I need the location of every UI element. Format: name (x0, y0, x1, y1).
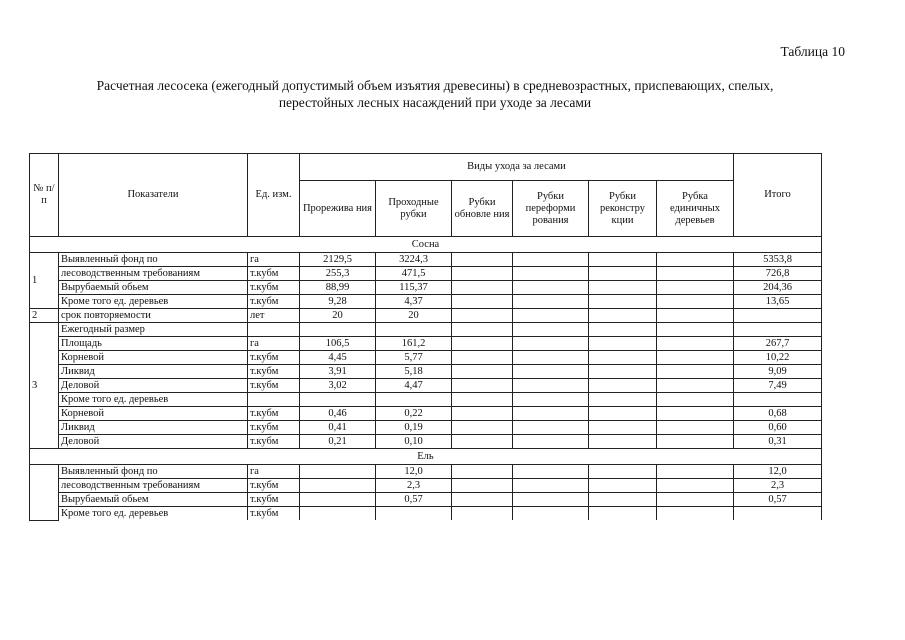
passing-cell: 5,77 (376, 351, 452, 365)
indicator-cell: Вырубаемый обьем (59, 281, 248, 295)
section-title-spruce: Ель (30, 449, 822, 465)
total-cell (734, 309, 822, 323)
reconstruction-cell (589, 507, 657, 521)
reconstruction-cell (589, 465, 657, 479)
table-row (30, 281, 822, 295)
table-row (30, 253, 822, 267)
reforming-cell (513, 493, 589, 507)
header-row-1 (30, 154, 822, 181)
unit-cell: т.кубм (248, 407, 300, 421)
total-cell: 2,3 (734, 479, 822, 493)
indicator-cell: Ежегодный размер (59, 323, 248, 337)
reconstruction-cell (589, 253, 657, 267)
single-tree-cell (657, 393, 734, 407)
document-title (20, 77, 850, 111)
unit-cell: т.кубм (248, 435, 300, 449)
unit-cell: т.кубм (248, 379, 300, 393)
passing-cell: 115,37 (376, 281, 452, 295)
reforming-cell (513, 337, 589, 351)
renewal-cell (452, 379, 513, 393)
passing-cell (376, 507, 452, 521)
thinning-cell (300, 493, 376, 507)
single-tree-cell (657, 479, 734, 493)
thinning-cell: 2129,5 (300, 253, 376, 267)
col-header-passing-cuts: Проходные рубки (376, 181, 452, 237)
thinning-cell (300, 323, 376, 337)
table-number: Таблица 10 (780, 44, 845, 59)
passing-cell (376, 323, 452, 337)
table-row (30, 493, 822, 507)
thinning-cell: 0,21 (300, 435, 376, 449)
renewal-cell (452, 465, 513, 479)
indicator-cell: Ликвид (59, 365, 248, 379)
total-cell: 726,8 (734, 267, 822, 281)
single-tree-cell (657, 309, 734, 323)
single-tree-cell (657, 421, 734, 435)
renewal-cell (452, 435, 513, 449)
col-header-indicator: Показатели (59, 154, 248, 237)
single-tree-cell (657, 435, 734, 449)
passing-cell (376, 393, 452, 407)
col-header-renewal-cuts: Рубки обновле ния (452, 181, 513, 237)
col-header-reforming-cuts: Рубки переформи рования (513, 181, 589, 237)
unit-cell: т.кубм (248, 281, 300, 295)
table-row (30, 407, 822, 421)
col-header-number: № п/п (30, 154, 59, 237)
reconstruction-cell (589, 281, 657, 295)
indicator-cell: лесоводственным требованиям (59, 479, 248, 493)
cutting-volume-table (29, 153, 822, 521)
thinning-cell (300, 507, 376, 521)
indicator-cell: лесоводственным требованиям (59, 267, 248, 281)
single-tree-cell (657, 379, 734, 393)
total-cell: 267,7 (734, 337, 822, 351)
unit-cell: га (248, 253, 300, 267)
thinning-cell (300, 393, 376, 407)
table-row (30, 323, 822, 337)
unit-cell (248, 323, 300, 337)
unit-cell (248, 393, 300, 407)
unit-cell: лет (248, 309, 300, 323)
unit-cell: т.кубм (248, 507, 300, 521)
total-cell (734, 393, 822, 407)
unit-cell: т.кубм (248, 267, 300, 281)
total-cell: 204,36 (734, 281, 822, 295)
passing-cell: 0,22 (376, 407, 452, 421)
unit-cell: га (248, 337, 300, 351)
col-header-care-types: Виды ухода за лесами (300, 154, 734, 181)
single-tree-cell (657, 267, 734, 281)
reconstruction-cell (589, 267, 657, 281)
thinning-cell: 9,28 (300, 295, 376, 309)
reconstruction-cell (589, 407, 657, 421)
thinning-cell: 20 (300, 309, 376, 323)
reforming-cell (513, 393, 589, 407)
total-cell: 10,22 (734, 351, 822, 365)
thinning-cell: 4,45 (300, 351, 376, 365)
col-header-thinning: Прорежива ния (300, 181, 376, 237)
col-header-total: Итого (734, 154, 822, 237)
total-cell: 0,60 (734, 421, 822, 435)
reforming-cell (513, 421, 589, 435)
reforming-cell (513, 407, 589, 421)
reconstruction-cell (589, 421, 657, 435)
reconstruction-cell (589, 435, 657, 449)
reforming-cell (513, 435, 589, 449)
passing-cell: 4,47 (376, 379, 452, 393)
thinning-cell: 0,41 (300, 421, 376, 435)
reconstruction-cell (589, 379, 657, 393)
reconstruction-cell (589, 479, 657, 493)
passing-cell: 20 (376, 309, 452, 323)
renewal-cell (452, 295, 513, 309)
reconstruction-cell (589, 351, 657, 365)
single-tree-cell (657, 365, 734, 379)
renewal-cell (452, 365, 513, 379)
renewal-cell (452, 267, 513, 281)
col-header-reconstruction-cuts: Рубки реконстру кции (589, 181, 657, 237)
indicator-cell: Площадь (59, 337, 248, 351)
passing-cell: 5,18 (376, 365, 452, 379)
table-row (30, 435, 822, 449)
reforming-cell (513, 465, 589, 479)
table-row (30, 337, 822, 351)
indicator-cell: Деловой (59, 435, 248, 449)
indicator-cell: Корневой (59, 351, 248, 365)
reconstruction-cell (589, 309, 657, 323)
renewal-cell (452, 281, 513, 295)
renewal-cell (452, 479, 513, 493)
total-cell: 9,09 (734, 365, 822, 379)
table-row (30, 479, 822, 493)
reforming-cell (513, 281, 589, 295)
col-header-unit: Ед. изм. (248, 154, 300, 237)
single-tree-cell (657, 493, 734, 507)
table-row (30, 267, 822, 281)
unit-cell: т.кубм (248, 351, 300, 365)
indicator-cell: Корневой (59, 407, 248, 421)
thinning-cell (300, 465, 376, 479)
single-tree-cell (657, 337, 734, 351)
single-tree-cell (657, 253, 734, 267)
total-cell: 0,57 (734, 493, 822, 507)
section-title-pine: Сосна (30, 237, 822, 253)
renewal-cell (452, 323, 513, 337)
single-tree-cell (657, 323, 734, 337)
indicator-cell: Кроме того ед. деревьев (59, 507, 248, 521)
reforming-cell (513, 365, 589, 379)
reforming-cell (513, 267, 589, 281)
group-number (30, 465, 59, 521)
thinning-cell: 3,02 (300, 379, 376, 393)
table-row (30, 379, 822, 393)
reconstruction-cell (589, 295, 657, 309)
total-cell: 5353,8 (734, 253, 822, 267)
unit-cell: т.кубм (248, 365, 300, 379)
table-row (30, 393, 822, 407)
unit-cell: га (248, 465, 300, 479)
total-cell: 12,0 (734, 465, 822, 479)
indicator-cell: Выявленный фонд по (59, 465, 248, 479)
total-cell (734, 507, 822, 521)
single-tree-cell (657, 507, 734, 521)
total-cell (734, 323, 822, 337)
table-row (30, 421, 822, 435)
title-line-2: перестойных лесных насаждений при уходе за лесами (278, 95, 592, 110)
group-number: 2 (30, 309, 59, 323)
reforming-cell (513, 309, 589, 323)
single-tree-cell (657, 407, 734, 421)
passing-cell: 2,3 (376, 479, 452, 493)
reforming-cell (513, 323, 589, 337)
renewal-cell (452, 507, 513, 521)
single-tree-cell (657, 281, 734, 295)
passing-cell: 0,19 (376, 421, 452, 435)
indicator-cell: Вырубаемый обьем (59, 493, 248, 507)
indicator-cell: Ликвид (59, 421, 248, 435)
reforming-cell (513, 295, 589, 309)
reforming-cell (513, 351, 589, 365)
passing-cell: 471,5 (376, 267, 452, 281)
thinning-cell: 0,46 (300, 407, 376, 421)
total-cell: 13,65 (734, 295, 822, 309)
passing-cell: 4,37 (376, 295, 452, 309)
unit-cell: т.кубм (248, 493, 300, 507)
renewal-cell (452, 253, 513, 267)
reconstruction-cell (589, 393, 657, 407)
unit-cell: т.кубм (248, 295, 300, 309)
single-tree-cell (657, 351, 734, 365)
total-cell: 0,68 (734, 407, 822, 421)
thinning-cell (300, 479, 376, 493)
thinning-cell: 255,3 (300, 267, 376, 281)
group-number: 3 (30, 323, 59, 449)
renewal-cell (452, 351, 513, 365)
table-row (30, 351, 822, 365)
thinning-cell: 106,5 (300, 337, 376, 351)
unit-cell: т.кубм (248, 479, 300, 493)
reconstruction-cell (589, 337, 657, 351)
group-number: 1 (30, 253, 59, 309)
thinning-cell: 3,91 (300, 365, 376, 379)
indicator-cell: срок повторяемости (59, 309, 248, 323)
renewal-cell (452, 407, 513, 421)
table-row (30, 295, 822, 309)
reconstruction-cell (589, 365, 657, 379)
thinning-cell: 88,99 (300, 281, 376, 295)
table-row (30, 309, 822, 323)
renewal-cell (452, 493, 513, 507)
indicator-cell: Деловой (59, 379, 248, 393)
passing-cell: 0,10 (376, 435, 452, 449)
renewal-cell (452, 337, 513, 351)
passing-cell: 0,57 (376, 493, 452, 507)
section-row-spruce (30, 449, 822, 465)
reconstruction-cell (589, 493, 657, 507)
table-row (30, 465, 822, 479)
renewal-cell (452, 393, 513, 407)
reconstruction-cell (589, 323, 657, 337)
renewal-cell (452, 309, 513, 323)
passing-cell: 161,2 (376, 337, 452, 351)
indicator-cell: Кроме того ед. деревьев (59, 295, 248, 309)
reforming-cell (513, 507, 589, 521)
section-row-pine (30, 237, 822, 253)
single-tree-cell (657, 465, 734, 479)
reforming-cell (513, 479, 589, 493)
renewal-cell (452, 421, 513, 435)
table-row (30, 365, 822, 379)
col-header-single-tree-cuts: Рубка единичных деревьев (657, 181, 734, 237)
title-line-1: Расчетная лесосека (ежегодный допустимый объем изъятия древесины) в средневозрастных, приспевающих, спелых, (96, 78, 774, 93)
reforming-cell (513, 253, 589, 267)
indicator-cell: Выявленный фонд по (59, 253, 248, 267)
total-cell: 7,49 (734, 379, 822, 393)
unit-cell: т.кубм (248, 421, 300, 435)
total-cell: 0,31 (734, 435, 822, 449)
passing-cell: 3224,3 (376, 253, 452, 267)
single-tree-cell (657, 295, 734, 309)
passing-cell: 12,0 (376, 465, 452, 479)
reforming-cell (513, 379, 589, 393)
table-row (30, 507, 822, 521)
indicator-cell: Кроме того ед. деревьев (59, 393, 248, 407)
